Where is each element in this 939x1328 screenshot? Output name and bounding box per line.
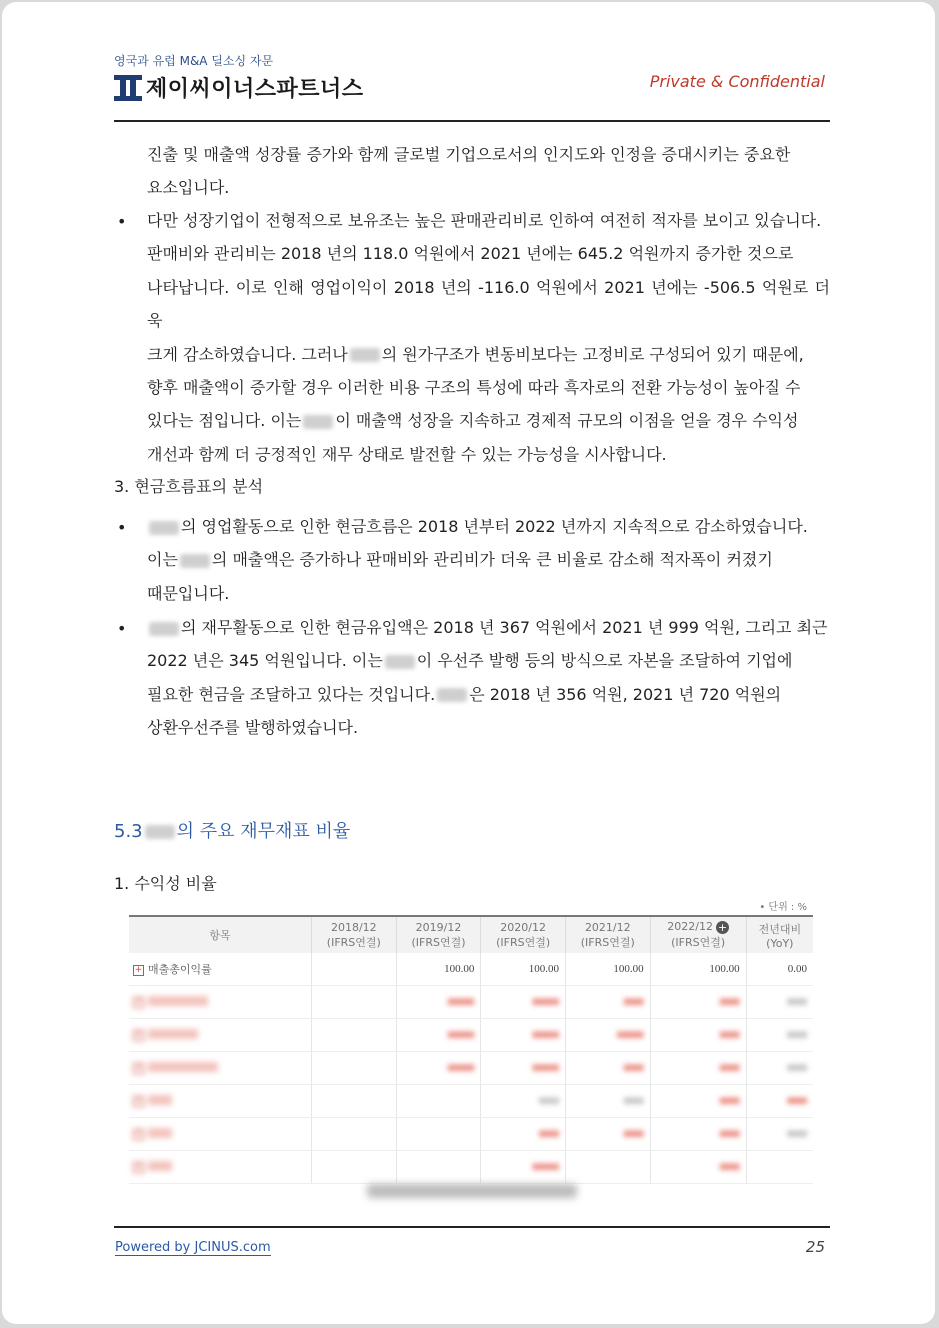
text-line: 향후 매출액이 증가할 경우 이러한 비용 구조의 특성에 따라 흑자로의 전환 가능성이 높아질 수 bbox=[147, 378, 801, 398]
column-header: 2019/12 (IFRS연결) bbox=[396, 916, 481, 953]
text-line: 2022 년은 345 억원입니다. 이는 이 우선주 발행 등의 방식으로 자본을 조달하여 기업에 bbox=[147, 651, 793, 671]
header-divider bbox=[114, 120, 830, 122]
bullet-paragraph bbox=[147, 611, 830, 745]
blurred-row: + ■■■■ ■■■■ ■■■ ■■■ ■■■ bbox=[129, 1052, 813, 1085]
expand-icon[interactable]: + bbox=[134, 964, 143, 975]
redacted-name bbox=[145, 825, 175, 839]
redacted-name bbox=[385, 655, 415, 669]
section-title: 5.3 의 주요 재무재표 비율 bbox=[114, 821, 351, 842]
confidential-label: Private & Confidential bbox=[649, 72, 825, 91]
expand-plus-icon[interactable]: + bbox=[717, 920, 728, 934]
text-line: 개선과 함께 더 긍정적인 재무 상태로 발전할 수 있는 가능성을 시사합니다. bbox=[147, 444, 667, 464]
unit-note: • 단위 : % bbox=[759, 902, 807, 913]
redacted-name bbox=[149, 622, 179, 636]
text-line: 필요한 현금을 조달하고 있다는 것입니다. 은 2018 년 356 억원, 2021 년 720 억원의 bbox=[147, 684, 782, 704]
column-header: 2022/12 + (IFRS연결) bbox=[650, 916, 746, 953]
text-line: 판매비와 관리비는 2018 년의 118.0 억원에서 2021 년에는 645.2 억원까지 증가한 것으로 bbox=[147, 244, 794, 264]
text-line: 나타납니다. 이로 인해 영업이익이 2018 년의 -116.0 억원에서 2021 년에는 -506.5 억원로 더욱 bbox=[147, 277, 830, 331]
company-logo bbox=[114, 72, 364, 103]
redacted-name bbox=[350, 348, 380, 362]
text-line: 의 재무활동으로 인한 현금유입액은 2018 년 367 억원에서 2021 년 999 억원, 그리고 최근 bbox=[147, 611, 830, 644]
blurred-row: + ■■■■ ■■■■ ■■■■ ■■■ ■■■ bbox=[129, 1019, 813, 1052]
redacted-name bbox=[180, 554, 210, 568]
footer-divider bbox=[114, 1226, 830, 1228]
column-header: 2021/12 (IFRS연결) bbox=[565, 916, 650, 953]
bullet-dot: • bbox=[117, 518, 127, 537]
bullet-paragraph bbox=[147, 510, 830, 610]
table-cell: 0.00 bbox=[746, 953, 813, 986]
text-line: 의 영업활동으로 인한 현금흐름은 2018 년부터 2022 년까지 지속적으로 감소하였습니다. bbox=[147, 510, 830, 543]
table-cell: 100.00 bbox=[650, 953, 746, 986]
document-page bbox=[2, 2, 935, 1324]
column-header: 2018/12 (IFRS연결) bbox=[312, 916, 397, 953]
text-line: 때문입니다. bbox=[147, 583, 230, 603]
page-number: 25 bbox=[805, 1238, 825, 1256]
powered-by-link[interactable]: Powered by JCINUS.com bbox=[115, 1240, 271, 1255]
blurred-row: + ■■■ ■■■ ■■■ ■■■ bbox=[129, 1085, 813, 1118]
logo-mark-icon bbox=[114, 75, 142, 101]
blurred-caption bbox=[367, 1184, 577, 1198]
column-header: 전년대비 (YoY) bbox=[746, 916, 813, 953]
bullet-dot: • bbox=[117, 212, 127, 231]
bullet-dot: • bbox=[117, 619, 127, 638]
table-header-row bbox=[129, 916, 813, 953]
text-line: 진출 및 매출액 성장률 증가와 함께 글로벌 기업으로서의 인지도와 인정을 증대시키는 중요한 bbox=[147, 145, 791, 164]
text-line: 상환우선주를 발행하였습니다. bbox=[147, 718, 359, 738]
column-header: 항목 bbox=[129, 916, 312, 953]
intro-paragraph bbox=[147, 138, 830, 205]
subsection-heading: 1. 수익성 비율 bbox=[114, 874, 217, 893]
section-heading: 3. 현금흐름표의 분석 bbox=[114, 477, 264, 496]
table-cell: 100.00 bbox=[396, 953, 481, 986]
text-line: 이는 의 매출액은 증가하나 판매비와 관리비가 더욱 큰 비율로 감소해 적자폭이 커졌기 bbox=[147, 550, 773, 570]
text-line: 크게 감소하였습니다. 그러나 의 원가구조가 변동비보다는 고정비로 구성되어 있기 때문에, bbox=[147, 344, 804, 364]
redacted-name bbox=[437, 688, 467, 702]
table-row bbox=[129, 953, 813, 986]
company-name: 제이씨이너스파트너스 bbox=[146, 77, 364, 102]
blurred-row: + ■■■ ■■■ ■■■ ■■■ bbox=[129, 1118, 813, 1151]
blurred-row: + ■■■■ ■■■ bbox=[129, 1151, 813, 1184]
bullet-paragraph bbox=[147, 204, 830, 471]
header-tagline: 영국과 유럽 M&A 딜소싱 자문 bbox=[114, 54, 274, 68]
redacted-name bbox=[303, 415, 333, 429]
column-header: 2020/12 (IFRS연결) bbox=[481, 916, 566, 953]
table-cell: 100.00 bbox=[481, 953, 566, 986]
text-line: 다만 성장기업이 전형적으로 보유조는 높은 판매관리비로 인하여 여전히 적자를 보이고 있습니다. bbox=[147, 211, 822, 230]
ratio-table bbox=[129, 915, 813, 1184]
blurred-row: + ■■■■ ■■■■ ■■■ ■■■ ■■■ bbox=[129, 986, 813, 1019]
table-cell bbox=[312, 953, 397, 986]
text-line: 요소입니다. bbox=[147, 178, 230, 198]
row-label[interactable]: + 매출총이익률 bbox=[129, 953, 312, 986]
text-line: 있다는 점입니다. 이는 이 매출액 성장을 지속하고 경제적 규모의 이점을 얻을 경우 수익성 bbox=[147, 411, 799, 431]
redacted-name bbox=[149, 521, 179, 535]
table-cell: 100.00 bbox=[565, 953, 650, 986]
